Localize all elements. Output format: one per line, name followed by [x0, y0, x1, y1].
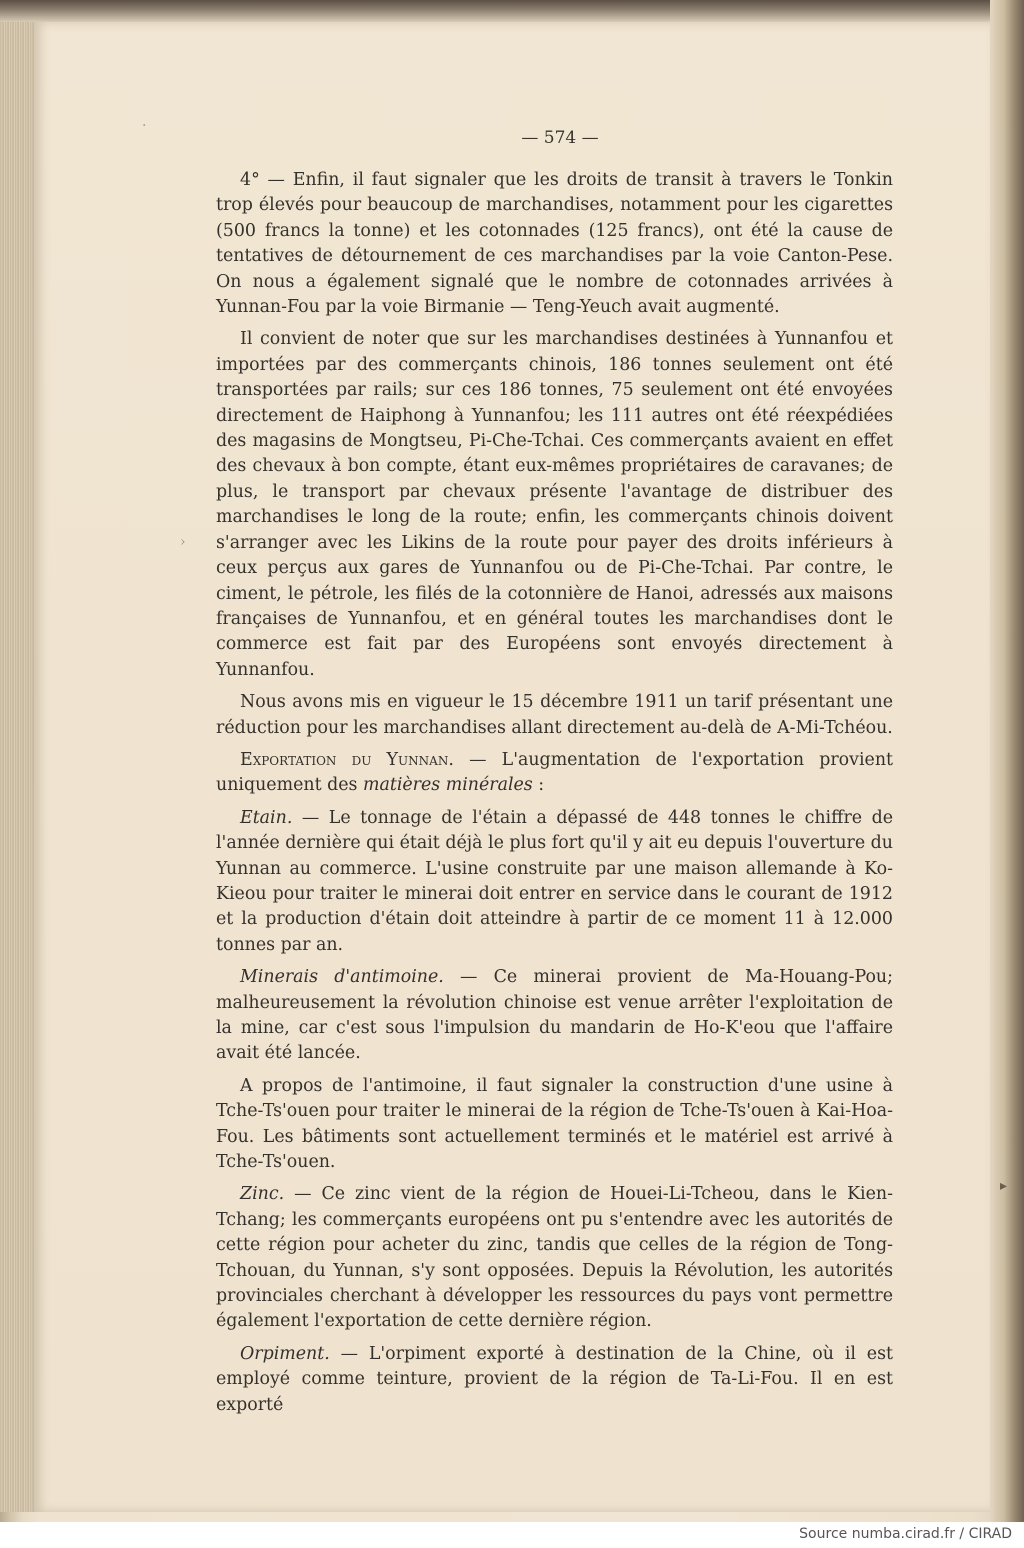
page-speck: › — [180, 534, 186, 550]
heading-antimoine: Minerais d'antimoine. — [240, 967, 444, 988]
section-heading-export: Exportation du Yunnan. — [240, 749, 454, 770]
paragraph-orpiment-body: — L'orpiment exporté à destination de la Chine, où il est employé comme teinture, provient de la région de Ta-Li-Fou. Il en est exporté — [216, 1343, 893, 1415]
paragraph-export-end: : — [532, 775, 545, 796]
source-credit: Source numba.cirad.fr / CIRAD — [799, 1526, 1012, 1542]
paragraph-export — [216, 748, 893, 799]
paragraph-antimoine-body: — Ce minerai provient de Ma-Houang-Pou; malheureusement la révolution chinoise est venue arrêter l'exploitation de la mine, car c'est sous l'impulsion du mandarin de Ho-K'eou que l'affaire avait été lancée. — [216, 967, 893, 1064]
paragraph-etain-body: — Le tonnage de l'étain a dépassé de 448 tonnes le chiffre de l'année dernière qui était déjà le plus fort qu'il y ait eu depuis l'ouverture du Yunnan au commerce. L'usine construite par une maison allemande à Ko-Kieou pour traiter le minerai doit entrer en service dans le courant de 1912 et la production d'étain doit atteindre à partir de ce moment 11 à 12.000 tonnes par an. — [216, 807, 893, 955]
heading-zinc: Zinc. — [240, 1184, 285, 1205]
paragraph-antimoine — [216, 965, 893, 1067]
paragraph-zinc-body: — Ce zinc vient de la région de Houei-Li-Tcheou, dans le Kien-Tchang; les commerçants européens ont pu s'entendre avec les autorités de cette région pour acheter du zinc, tandis que celles de la région de Tong-Tchouan, du Yunnan, s'y sont opposées. Depuis la Révolution, les autorités provinciales cherchant à développer les ressources du pays vont permettre également l'exportation de cette dernière région. — [216, 1184, 893, 1332]
book-right-edge — [990, 0, 1024, 1522]
heading-etain: Etain. — [240, 807, 293, 828]
paragraph-tariff: Nous avons mis en vigueur le 15 décembre 1911 un tarif présentant une réduction pour les marchandises allant directement au-delà de A-Mi-Tchéou. — [216, 692, 893, 738]
paragraph-export-italic: matières minérales — [362, 775, 533, 796]
paragraph-orpiment — [216, 1342, 893, 1418]
margin-arrow-icon: ▸ — [1000, 1178, 1008, 1194]
paragraph-zinc — [216, 1182, 893, 1334]
page-stack-edge — [0, 22, 35, 1512]
paragraph-chinese-merchants: Il convient de noter que sur les marchandises destinées à Yunnanfou et importées par des commerçants chinois, 186 tonnes seulement ont été transportées par rails; sur ces 186 tonnes, 75 seulement ont été envoyées directement de Haiphong à Yunnanfou; les 111 autres ont été réexpédiées des magasins de Mongtseu, Pi-Che-Tchai. Ces commerçants avaient en effet des chevaux à bon compte, étant eux-mêmes propriétaires de caravanes; de plus, le transport par chevaux présente l'avantage de distribuer des marchandises le long de la route; enfin, les commerçants chinois doivent s'arranger avec les Likins de la route pour payer des droits inférieurs à ceux perçus aux gares de Yunnanfou ou de Pi-Che-Tchai. Par contre, le ciment, le pétrole, les filés de la cotonnière de Hanoi, adressés aux maisons françaises de Yunnanfou, et en général toutes les marchandises dont le commerce est fait par des Européens sont envoyés directement à Yunnanfou. — [216, 329, 893, 680]
paragraph-usine: A propos de l'antimoine, il faut signaler la construction d'une usine à Tche-Ts'ouen pour traiter le minerai de la région de Tche-Ts'ouen à Kai-Hoa-Fou. Les bâtiments sont actuellement terminés et le matériel est arrivé à Tche-Ts'ouen. — [216, 1075, 893, 1173]
paragraph-transit-duties: 4° — Enfin, il faut signaler que les droits de transit à travers le Tonkin trop élevés pour beaucoup de marchandises, notamment pour les cigarettes (500 francs la tonne) et les cotonnades (125 francs), ont été la cause de tentatives de détournement de ces marchandises par la voie Canton-Pese. On nous a également signalé que le nombre de cotonnades arrivées à Yunnan-Fou par la voie Birmanie — Teng-Yeuch avait augmenté. — [216, 170, 893, 318]
paragraph-export-body: — L'augmentation de l'exportation provient uniquement des — [216, 749, 894, 796]
body-text — [216, 168, 893, 1418]
paragraph-etain — [216, 806, 893, 958]
page-number: — 574 — — [521, 128, 599, 148]
heading-orpiment: Orpiment. — [240, 1343, 330, 1364]
book-top-edge — [0, 0, 1024, 22]
page-speck: · — [142, 118, 147, 134]
